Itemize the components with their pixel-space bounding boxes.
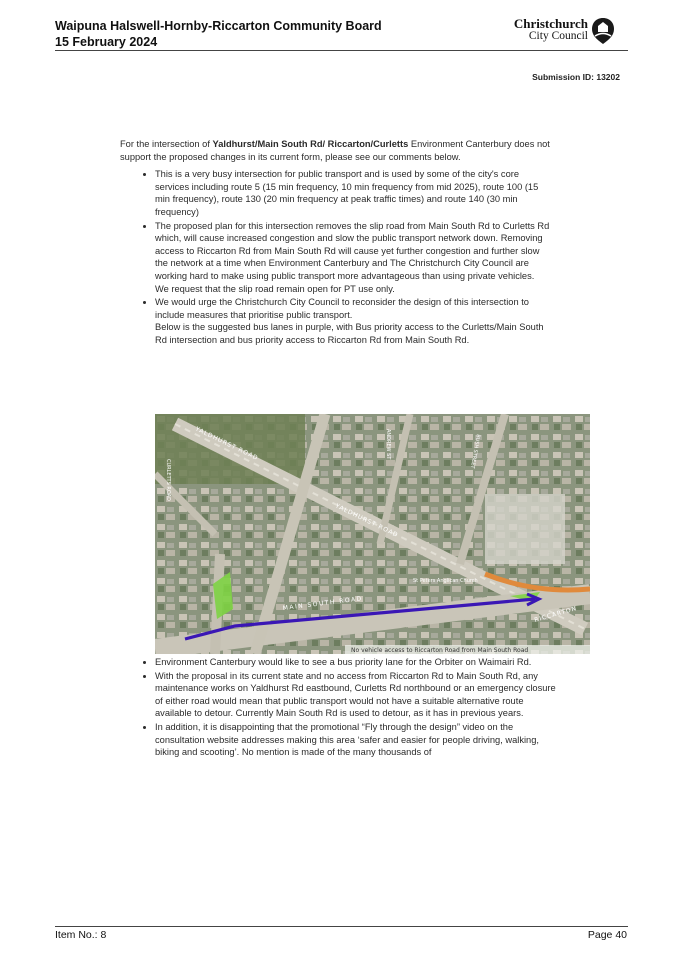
list-item: • In addition, it is disappointing that the promotional “Fly through the design” video on the consultation website addresses making this area ‘safer and easier for people driving, walking, biking and scooting’. No mention is made of the many thousands of [155,721,560,759]
map-label-bush: BUSH STREET [469,433,481,469]
map-label-curletts: CURLETTS ROAD [165,459,171,501]
council-emblem-icon [590,17,616,45]
header-title-block [55,18,382,50]
comments-list-continued [120,656,560,760]
submission-body [120,138,550,348]
list-item: • The proposed plan for this intersection removes the slip road from Main South Rd to Curletts Rd which, will cause increased congestion and slow the public transport network down. Removing access to Riccarton Rd from Main South Rd will cause yet further congestion and further slow the network at a time when Environment Canterbury and The Christchurch City Council are working hard to make using public transport more advantageous than using private vehicles. We request that the slip road remain open for PT use only. [155,220,550,296]
header-divider [55,50,628,51]
list-item: • Environment Canterbury would like to see a bus priority lane for the Orbiter on Waimairi Rd. [155,656,560,669]
map-label-main-south: MAIN SOUTH ROAD [282,595,364,612]
aerial-map-drawing [155,414,590,654]
list-item: • With the proposal in its current state and no access from Riccarton Rd to Main South Rd, any maintenance works on Yaldhurst Rd eastbound, Curletts Rd northbound or an emergency closure of either road would mean that public transport would not have a suitable alternative route available to detour. Currently Main South Rd is used to detour, as it has in previous years. [155,670,560,720]
submission-id: Submission ID: 13202 [532,72,620,82]
map-label-riccarton: RICCARTON [533,605,578,624]
map-label-church: St Peters Anglican Church [413,578,478,584]
council-logo [510,16,620,46]
logo-line2: City Council [528,30,588,42]
map-label-yaldhurst-top: YALDHURST ROAD [194,425,260,463]
intersection-name: Yaldhurst/Main South Rd/ Riccarton/Curletts [212,139,409,149]
footer-divider [55,926,628,927]
comments-list [120,168,550,346]
item-number: Item No.: 8 [55,929,107,941]
aerial-map-image [155,414,590,654]
list-item: • This is a very busy intersection for public transport and is used by some of the city's core services including route 5 (15 min frequency, 10 min frequency from mid 2025), route 100 (15 min frequency), route 130 (20 min frequency at peak traffic times) and route 140 (30 min frequency) [155,168,550,218]
list-item: • We would urge the Christchurch City Council to reconsider the design of this intersection to include measures that prioritise public transport. Below is the suggested bus lanes in purple, with Bus priority access to the Curletts/Main South Rd intersection and bus priority access to Riccarton Rd from Main South Rd. [155,296,550,346]
map-label-andrew: ANDREW ST [385,429,391,460]
community-board-name: Waipuna Halswell-Hornby-Riccarton Community Board [55,19,382,33]
logo-line1: Christchurch [513,16,588,31]
meeting-date: 15 February 2024 [55,35,158,49]
intro-paragraph: For the intersection of Yaldhurst/Main South Rd/ Riccarton/Curletts Environment Canterbury does not support the proposed changes in its current form, please see our comments below. [120,139,550,162]
page-number: Page 40 [587,929,627,941]
map-note-no-access: No vehicle access to Riccarton Road from Main South Road [351,647,529,654]
map-label-yaldhurst-mid: YALDHURST ROAD [334,502,400,540]
